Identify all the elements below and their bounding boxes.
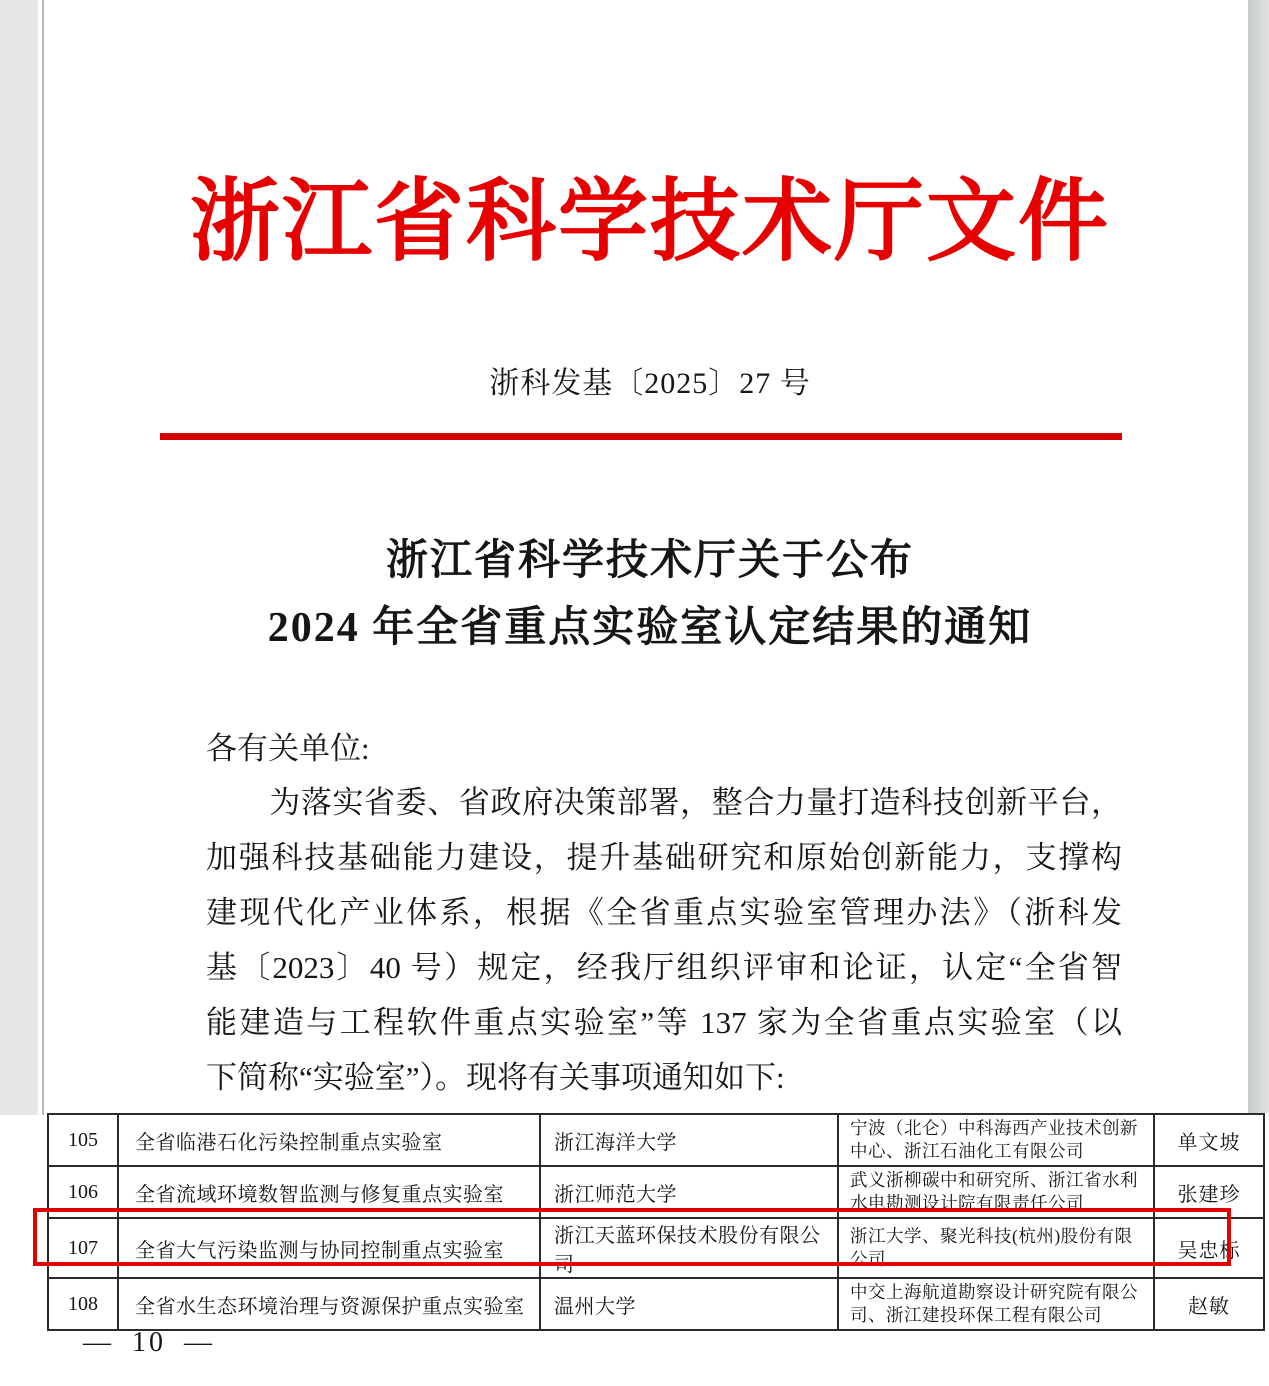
table-row [48, 1114, 1264, 1166]
host-unit-cell: 浙江海洋大学 [540, 1114, 838, 1166]
host-unit-cell: 浙江天蓝环保技术股份有限公司 [540, 1218, 838, 1278]
body-text [206, 775, 1122, 1105]
partner-units-cell: 中交上海航道勘察设计研究院有限公司、浙江建投环保工程有限公司 [838, 1278, 1154, 1330]
host-unit-cell: 温州大学 [540, 1278, 838, 1330]
notice-title [44, 528, 1256, 662]
labs-table [47, 1113, 1265, 1331]
director-cell: 张建珍 [1154, 1166, 1264, 1218]
lab-name-cell: 全省水生态环境治理与资源保护重点实验室 [118, 1278, 540, 1330]
body-line: 建现代化产业体系，根据《全省重点实验室管理办法》（浙科发 [206, 895, 1122, 930]
body-line: 加强科技基础能力建设，提升基础研究和原始创新能力，支撑构 [206, 840, 1122, 875]
row-number-cell: 107 [48, 1218, 118, 1278]
salutation: 各有关单位: [206, 731, 370, 766]
lab-name-cell: 全省临港石化污染控制重点实验室 [118, 1114, 540, 1166]
body-line: 下简称“实验室”）。现将有关事项通知如下: [206, 1060, 785, 1095]
table-row [48, 1278, 1264, 1330]
body-line: 能建造与工程软件重点实验室”等 137 家为全省重点实验室（以 [206, 1005, 1122, 1040]
body-line: 基〔2023〕40 号）规定，经我厅组织评审和论证，认定“全省智 [206, 950, 1122, 985]
row-number-cell: 105 [48, 1114, 118, 1166]
notice-title-line1: 浙江省科学技术厅关于公布 [385, 538, 914, 584]
row-number-cell: 106 [48, 1166, 118, 1218]
table-row-highlighted [48, 1218, 1264, 1278]
director-cell: 单文坡 [1154, 1114, 1264, 1166]
partner-units-cell: 武义浙柳碳中和研究所、浙江省水利水电勘测设计院有限责任公司 [838, 1166, 1154, 1218]
row-number-cell: 108 [48, 1278, 118, 1330]
host-unit-cell: 浙江师范大学 [540, 1166, 838, 1218]
table-row [48, 1166, 1264, 1218]
director-cell: 吴忠标 [1154, 1218, 1264, 1278]
director-cell: 赵敏 [1154, 1278, 1264, 1330]
document-number: 浙科发基〔2025〕27 号 [489, 367, 811, 400]
lab-name-cell: 全省流域环境数智监测与修复重点实验室 [118, 1166, 540, 1218]
partner-units-cell: 宁波（北仑）中科海西产业技术创新中心、浙江石油化工有限公司 [838, 1114, 1154, 1166]
partner-units-cell: 浙江大学、聚光科技(杭州)股份有限公司 [838, 1218, 1154, 1278]
page-margin-left [0, 0, 38, 1115]
page-number: — 10 — [83, 1327, 215, 1358]
body-line: 为落实省委、省政府决策部署，整合力量打造科技创新平台， [206, 785, 1122, 820]
lab-name-cell: 全省大气污染监测与协同控制重点实验室 [118, 1218, 540, 1278]
notice-title-line2: 2024 年全省重点实验室认定结果的通知 [267, 605, 1033, 651]
letterhead-title: 浙江省科学技术厅文件 [190, 173, 1110, 272]
red-divider-line [160, 433, 1122, 440]
